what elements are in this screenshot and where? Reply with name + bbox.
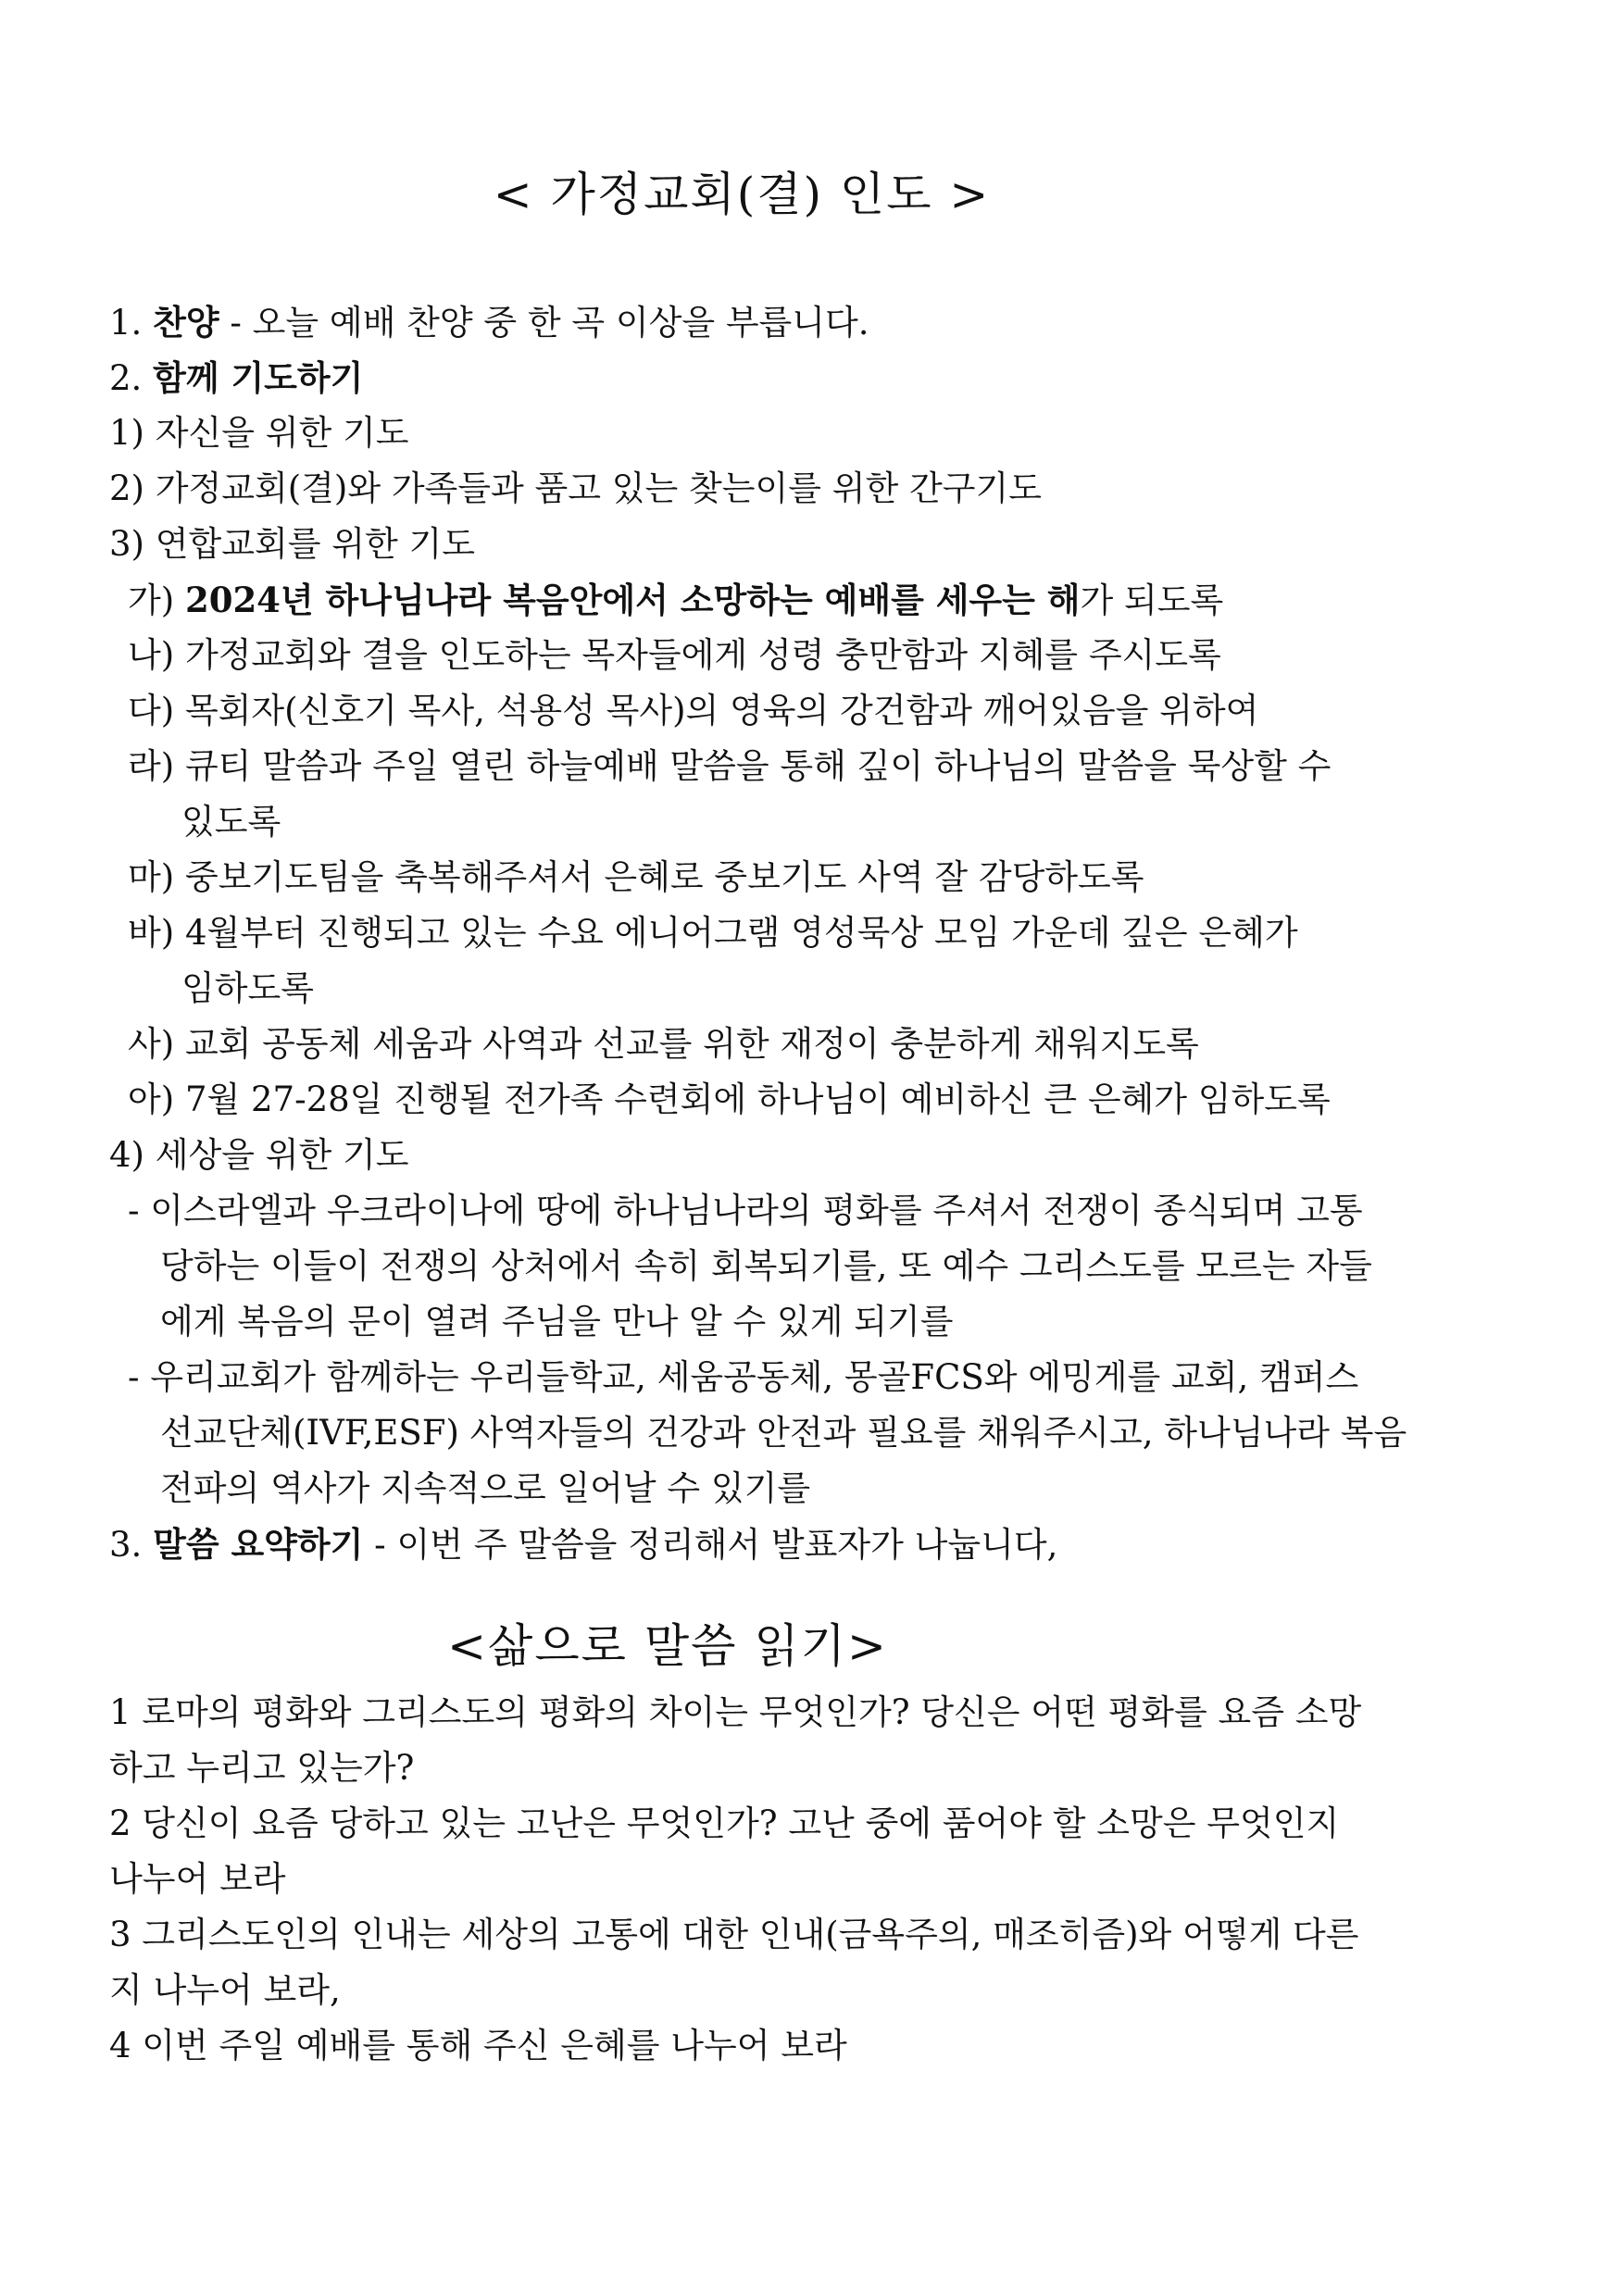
- item-praise: [109, 294, 1461, 350]
- prayer-item-da: 다) 목회자(신호기 목사, 석용성 목사)의 영육의 강건함과 깨어있음을 위하여: [128, 691, 1259, 730]
- list-text: 가 되도록: [1080, 580, 1224, 620]
- prayer-item-ra-cont: 있도록: [181, 802, 281, 842]
- item-text: - 이번 주 말씀을 정리해서 발표자가 나눕니다,: [363, 1525, 1058, 1565]
- prayer-item-sa: 사) 교회 공동체 세움과 사역과 선교를 위한 재정이 충분하게 채워지도록: [128, 1024, 1199, 1064]
- item-number: 1.: [109, 303, 143, 343]
- question-1: 1 로마의 평화와 그리스도의 평화의 차이는 무엇인가? 당신은 어떤 평화를 요즘 소망: [109, 1692, 1362, 1732]
- world-prayer-1-cont: 당하는 이들이 전쟁의 상처에서 속히 회복되기를, 또 예수 그리스도를 모르는 자들: [160, 1246, 1372, 1286]
- prayer-item-ma: 마) 중보기도팀을 축복해주셔서 은혜로 중보기도 사역 잘 감당하도록: [128, 857, 1144, 897]
- prayer-self: 1) 자신을 위한 기도: [109, 413, 409, 453]
- list-marker: 가): [128, 580, 175, 620]
- question-4: 4 이번 주일 예배를 통해 주신 은혜를 나누어 보라: [109, 2026, 847, 2065]
- prayer-item-a: 아) 7월 27-28일 진행될 전가족 수련회에 하나님이 예비하신 큰 은혜가 임하도록: [128, 1079, 1331, 1119]
- worship-guide-section: [109, 294, 1461, 1572]
- prayer-item-na: 나) 가정교회와 결을 인도하는 목자들에게 성령 충만함과 지혜를 주시도록: [128, 635, 1221, 675]
- item-number: 2.: [109, 358, 143, 398]
- prayer-item-ba-cont: 임하도록: [181, 968, 314, 1008]
- world-prayer-1: - 이스라엘과 우크라이나에 땅에 하나님나라의 평화를 주셔서 전쟁이 종식되며 고통: [128, 1191, 1363, 1230]
- prayer-item-ra: [109, 739, 1461, 794]
- year-theme: 2024년 하나님나라 복음안에서 소망하는 예배를 세우는 해: [184, 580, 1081, 620]
- section-title: <삶으로 말씀 읽기>: [447, 1619, 888, 1673]
- world-prayer-2-cont: 선교단체(IVF,ESF) 사역자들의 건강과 안전과 필요를 채워주시고, 하나님나라 복음: [160, 1413, 1407, 1453]
- prayer-house-church: 2) 가정교회(결)와 가족들과 품고 있는 찾는이를 위한 간구기도: [109, 468, 1042, 508]
- item-heading: 찬양: [153, 302, 219, 343]
- item-number: 3.: [109, 1525, 143, 1565]
- question-2-cont: 나누어 보라: [109, 1859, 286, 1899]
- list-text: 라) 큐티 말씀과 주일 열린 하늘예배 말씀을 통해 깊이 하나님의 말씀을 묵상할 수: [128, 746, 1332, 786]
- item-sermon-summary: [109, 1516, 1461, 1572]
- item-pray-together: [109, 350, 1461, 406]
- world-prayer-2: - 우리교회가 함께하는 우리들학교, 세움공동체, 몽골FCS와 에밍게를 교회, 캠퍼스: [128, 1357, 1359, 1397]
- question-2: 2 당신이 요즘 당하고 있는 고난은 무엇인가? 고난 중에 품어야 할 소망은 무엇인지: [109, 1803, 1340, 1843]
- world-prayer-1-cont: 에게 복음의 문이 열려 주님을 만나 알 수 있게 되기를: [160, 1302, 954, 1341]
- item-heading: 말씀 요약하기: [153, 1524, 364, 1565]
- question-1-cont: 하고 누리고 있는가?: [109, 1748, 415, 1788]
- prayer-united-church: 3) 연합교회를 위한 기도: [109, 524, 475, 564]
- item-heading: 함께 기도하기: [153, 357, 364, 398]
- page-title: < 가정교회(결) 인도 >: [493, 168, 991, 221]
- question-3: 3 그리스도인의 인내는 세상의 고통에 대한 인내(금욕주의, 매조히즘)와 어떻게 다른: [109, 1915, 1359, 1954]
- question-3-cont: 지 나누어 보라,: [109, 1970, 341, 2010]
- prayer-item-ba: 바) 4월부터 진행되고 있는 수요 에니어그램 영성묵상 모임 가운데 깊은 은혜가: [128, 913, 1298, 953]
- item-text: - 오늘 예배 찬양 중 한 곡 이상을 부릅니다.: [219, 303, 869, 343]
- world-prayer-2-cont: 전파의 역사가 지속적으로 일어날 수 있기를: [160, 1468, 811, 1508]
- prayer-item-ga: [109, 572, 1461, 628]
- prayer-world: 4) 세상을 위한 기도: [109, 1135, 409, 1175]
- discussion-questions: [109, 1685, 1461, 2074]
